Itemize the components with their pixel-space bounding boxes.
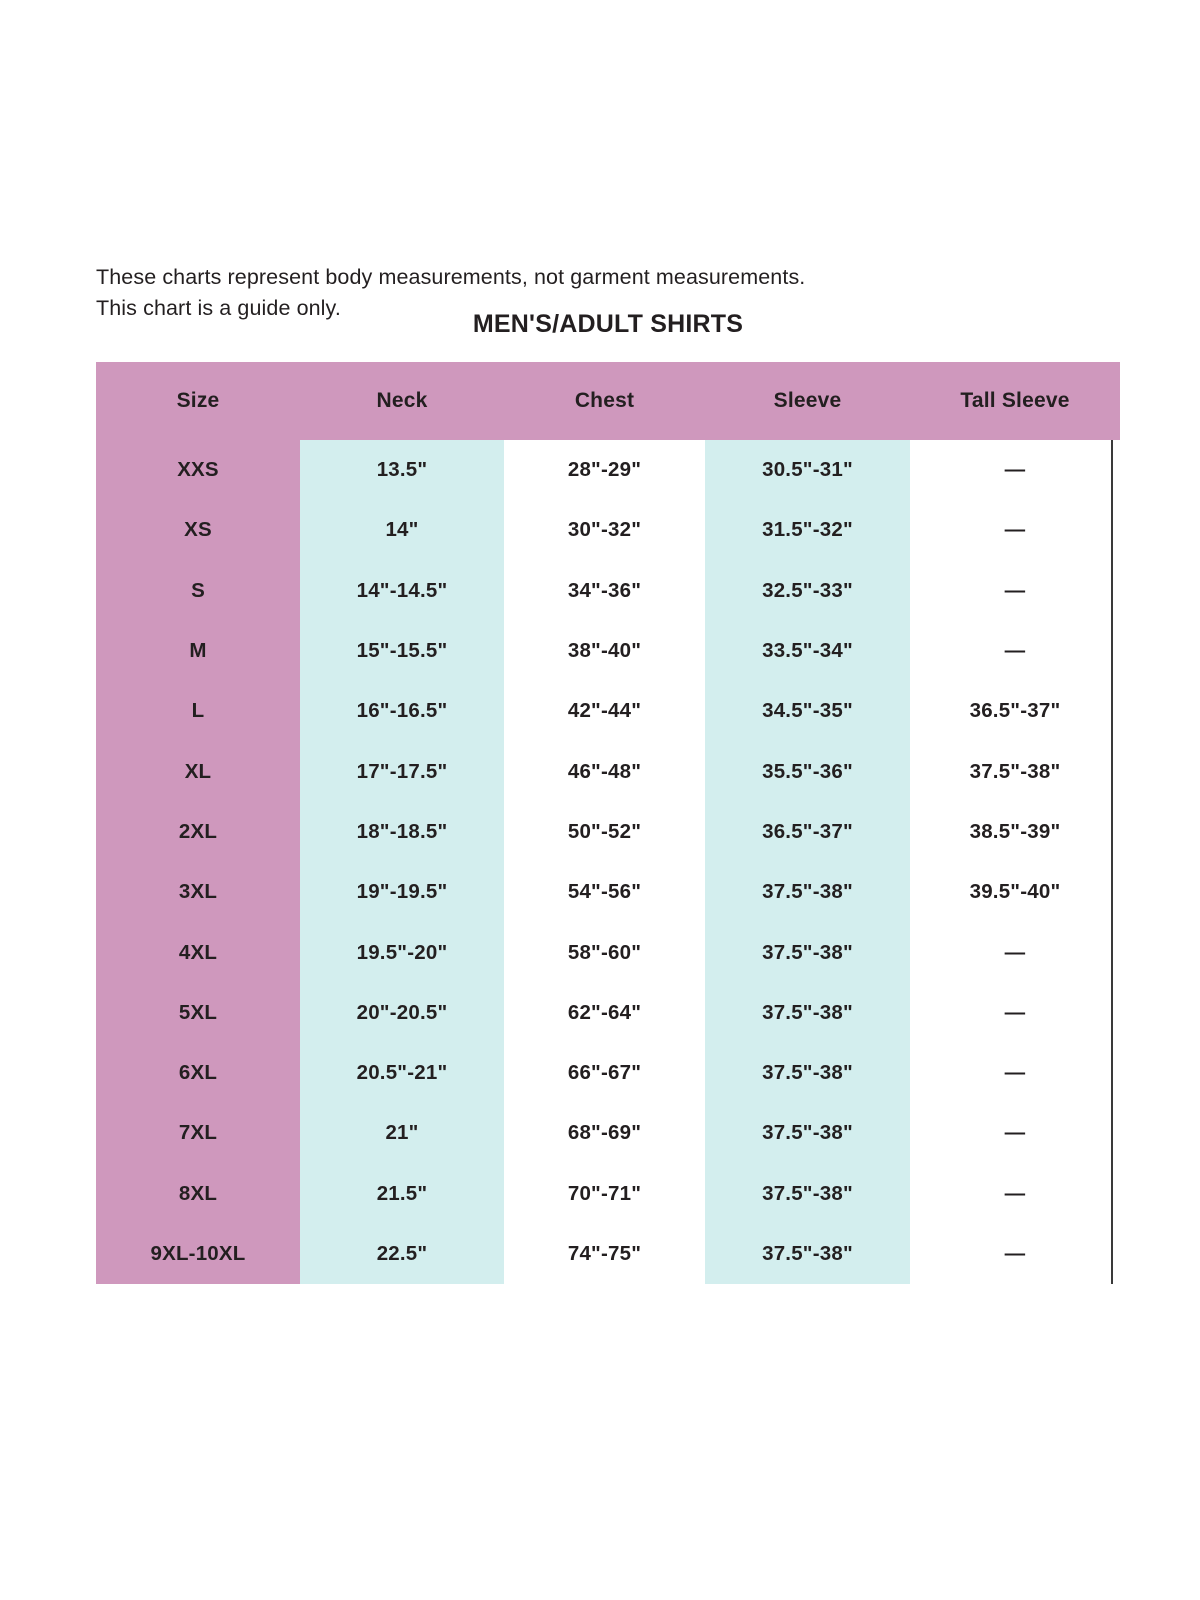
cell-size: 3XL bbox=[178, 880, 218, 904]
cell-neck: 21.5" bbox=[376, 1181, 428, 1205]
cell-size: 7XL bbox=[178, 1121, 218, 1145]
cell-tall-sleeve: — bbox=[1004, 1061, 1026, 1085]
intro-line-2: This chart is a guide only. bbox=[96, 296, 341, 320]
cell-chest: 54"-56" bbox=[567, 880, 642, 904]
page-title: MEN'S/ADULT SHIRTS bbox=[472, 310, 744, 338]
table-header-row bbox=[96, 362, 1120, 440]
cell-sleeve: 37.5"-38" bbox=[762, 1121, 853, 1145]
cell-neck: 14" bbox=[385, 518, 419, 542]
cell-chest: 46"-48" bbox=[567, 759, 642, 783]
cell-chest: 28"-29" bbox=[567, 458, 642, 482]
cell-size: M bbox=[189, 639, 207, 663]
cell-chest: 38"-40" bbox=[567, 639, 642, 663]
column-header-size: Size bbox=[176, 389, 220, 412]
size-chart-table-wrapper bbox=[96, 362, 1120, 1284]
cell-neck: 22.5" bbox=[376, 1242, 428, 1265]
table-row bbox=[96, 922, 1120, 982]
cell-tall-sleeve: 39.5"-40" bbox=[969, 880, 1061, 904]
cell-tall-sleeve: — bbox=[1004, 940, 1026, 964]
cell-neck: 17"-17.5" bbox=[356, 759, 448, 783]
cell-chest: 50"-52" bbox=[567, 819, 642, 843]
intro-line-1: These charts represent body measurements, not garment measurements. bbox=[96, 265, 806, 289]
cell-sleeve: 33.5"-34" bbox=[762, 639, 853, 663]
cell-neck: 18"-18.5" bbox=[356, 819, 448, 843]
table-row bbox=[96, 1224, 1120, 1284]
cell-size: L bbox=[191, 699, 205, 723]
cell-size: XL bbox=[184, 759, 212, 783]
table-row bbox=[96, 983, 1120, 1043]
cell-chest: 58"-60" bbox=[567, 940, 642, 964]
cell-tall-sleeve: — bbox=[1004, 458, 1026, 482]
table-row bbox=[96, 561, 1120, 621]
cell-sleeve: 37.5"-38" bbox=[762, 1242, 853, 1265]
column-header-neck: Neck bbox=[376, 389, 428, 412]
cell-sleeve: 32.5"-33" bbox=[762, 578, 853, 602]
table-row bbox=[96, 741, 1120, 801]
cell-tall-sleeve: — bbox=[1004, 1242, 1026, 1265]
column-header-tall-sleeve: Tall Sleeve bbox=[960, 389, 1070, 412]
cell-size: S bbox=[191, 578, 205, 602]
cell-sleeve: 37.5"-38" bbox=[762, 880, 853, 904]
cell-size: 4XL bbox=[178, 940, 218, 964]
cell-sleeve: 37.5"-38" bbox=[762, 1000, 853, 1024]
table-row bbox=[96, 681, 1120, 741]
cell-size: 9XL-10XL bbox=[150, 1242, 246, 1265]
cell-tall-sleeve: — bbox=[1004, 1121, 1026, 1145]
table-row bbox=[96, 862, 1120, 922]
cell-neck: 14"-14.5" bbox=[356, 578, 448, 602]
table-row bbox=[96, 1103, 1120, 1163]
table-row bbox=[96, 500, 1120, 560]
cell-sleeve: 37.5"-38" bbox=[762, 1181, 853, 1205]
table-row bbox=[96, 440, 1120, 500]
cell-tall-sleeve: — bbox=[1004, 1000, 1026, 1024]
cell-size: 2XL bbox=[178, 819, 218, 843]
cell-neck: 16"-16.5" bbox=[356, 699, 448, 723]
size-chart-table bbox=[96, 362, 1120, 1284]
cell-neck: 19"-19.5" bbox=[356, 880, 448, 904]
cell-chest: 68"-69" bbox=[567, 1121, 642, 1145]
cell-neck: 19.5"-20" bbox=[356, 940, 448, 964]
cell-tall-sleeve: 37.5"-38" bbox=[969, 759, 1061, 783]
cell-sleeve: 37.5"-38" bbox=[762, 940, 853, 964]
cell-chest: 74"-75" bbox=[567, 1242, 642, 1265]
cell-chest: 34"-36" bbox=[567, 578, 642, 602]
cell-size: XS bbox=[184, 518, 212, 542]
cell-neck: 20.5"-21" bbox=[356, 1061, 448, 1085]
cell-sleeve: 30.5"-31" bbox=[762, 458, 853, 482]
cell-size: XXS bbox=[177, 458, 219, 482]
table-row bbox=[96, 802, 1120, 862]
cell-size: 5XL bbox=[178, 1000, 218, 1024]
cell-chest: 66"-67" bbox=[567, 1061, 642, 1085]
cell-chest: 70"-71" bbox=[567, 1181, 642, 1205]
column-header-sleeve: Sleeve bbox=[773, 389, 842, 412]
cell-size: 8XL bbox=[178, 1181, 218, 1205]
cell-sleeve: 31.5"-32" bbox=[762, 518, 853, 542]
cell-chest: 30"-32" bbox=[567, 518, 642, 542]
cell-sleeve: 36.5"-37" bbox=[762, 819, 853, 843]
cell-neck: 13.5" bbox=[376, 458, 428, 482]
cell-neck: 15"-15.5" bbox=[356, 639, 448, 663]
cell-tall-sleeve: — bbox=[1004, 1181, 1026, 1205]
cell-size: 6XL bbox=[178, 1061, 218, 1085]
cell-sleeve: 37.5"-38" bbox=[762, 1061, 853, 1085]
table-row bbox=[96, 1043, 1120, 1103]
cell-sleeve: 34.5"-35" bbox=[762, 699, 853, 723]
cell-neck: 21" bbox=[385, 1121, 419, 1145]
cell-tall-sleeve: — bbox=[1004, 518, 1026, 542]
cell-chest: 62"-64" bbox=[567, 1000, 642, 1024]
cell-tall-sleeve: 38.5"-39" bbox=[969, 819, 1061, 843]
cell-tall-sleeve: — bbox=[1004, 578, 1026, 602]
cell-tall-sleeve: — bbox=[1004, 639, 1026, 663]
cell-chest: 42"-44" bbox=[567, 699, 642, 723]
column-header-chest: Chest bbox=[574, 389, 635, 412]
table-row bbox=[96, 1164, 1120, 1224]
cell-tall-sleeve: 36.5"-37" bbox=[969, 699, 1061, 723]
cell-neck: 20"-20.5" bbox=[356, 1000, 448, 1024]
table-row bbox=[96, 621, 1120, 681]
cell-sleeve: 35.5"-36" bbox=[762, 759, 853, 783]
